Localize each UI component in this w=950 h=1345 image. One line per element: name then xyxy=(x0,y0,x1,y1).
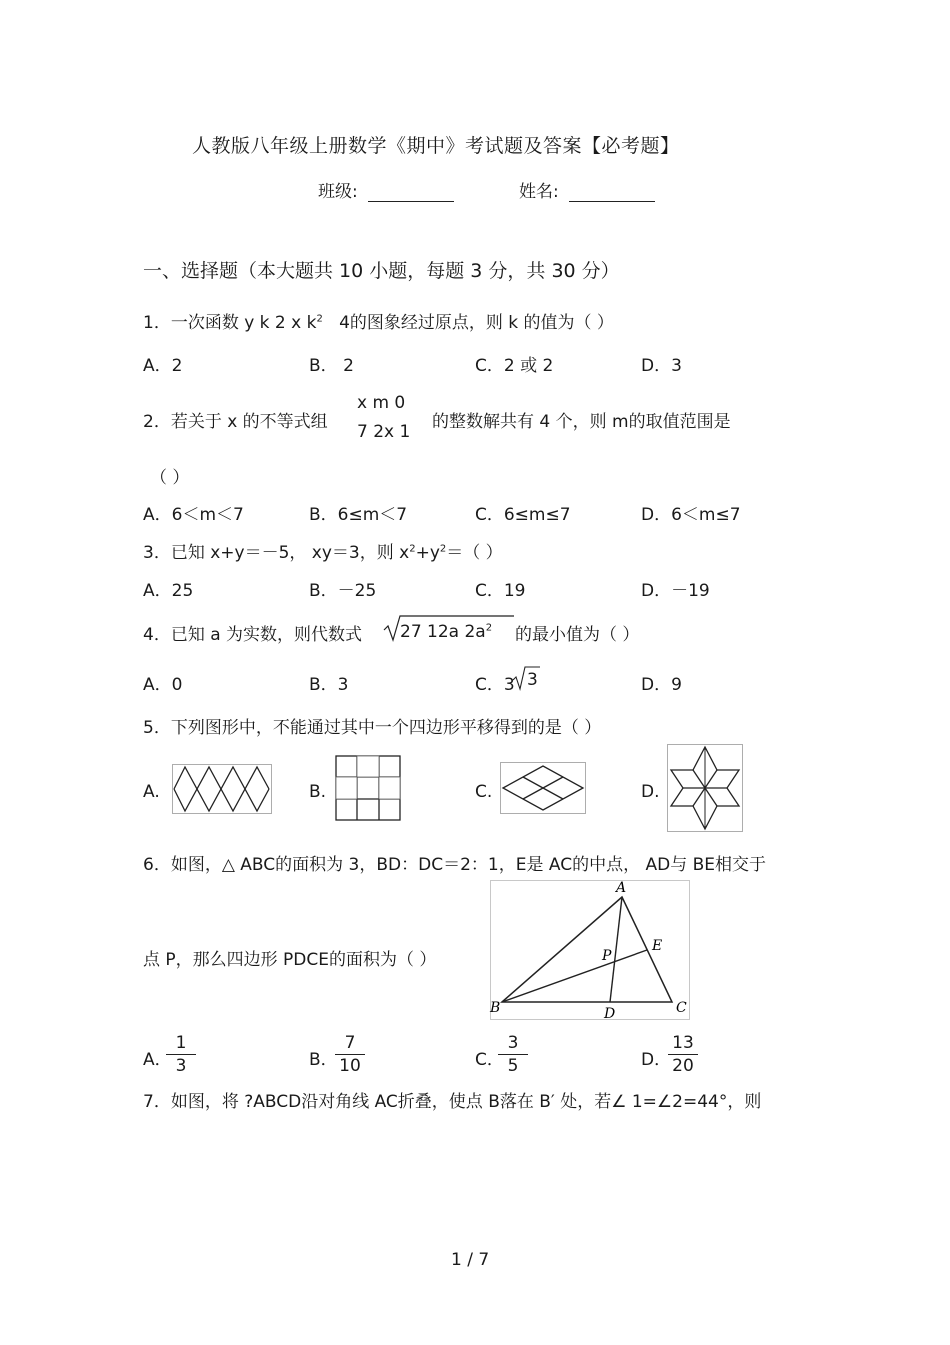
q6-stem-b: 点 P，那么四边形 PDCE的面积为（ ） xyxy=(143,950,437,970)
q6-option-c-label: C． xyxy=(475,1050,504,1070)
q6-label-d: D xyxy=(604,1006,616,1022)
q5-figure-c-rhombi xyxy=(500,762,586,814)
q7-stem: 7．如图，将 ?ABCD沿对角线 AC折叠，使点 B落在 B′ 处，若∠ 1=∠2=44°，则 xyxy=(143,1092,762,1112)
q3-sup2: 2 xyxy=(439,543,447,555)
q3-stem-mid: +y xyxy=(415,543,440,563)
q4-option-b: B．3 xyxy=(309,675,349,695)
q2-option-d: D．6＜m≤7 xyxy=(641,505,741,525)
q6-option-d-fraction xyxy=(668,1033,698,1076)
document-title: 人教版八年级上册数学《期中》考试题及答案【必考题】 xyxy=(192,135,680,157)
q2-stem-a: 2．若关于 x 的不等式组 xyxy=(143,412,328,432)
q2-system-top: x m 0 xyxy=(357,393,406,413)
q6-label-p: P xyxy=(602,948,612,964)
q1-stem-a: 1．一次函数 y k 2 x k xyxy=(143,313,317,333)
q5-figure-b-grid xyxy=(335,755,401,821)
q6-label-a: A xyxy=(616,880,627,896)
question-3 xyxy=(143,538,503,563)
q6-option-a-num: 1 xyxy=(166,1033,196,1055)
q1-option-c: C．2 或 2 xyxy=(475,356,554,376)
q5-figure-a-rhombus-chain xyxy=(172,764,272,814)
q2-system-bottom: 7 2x 1 xyxy=(357,422,411,442)
q6-option-d-den: 20 xyxy=(672,1056,694,1076)
q6-option-c-fraction xyxy=(498,1033,528,1076)
q6-option-c-num: 3 xyxy=(498,1033,528,1055)
q4-option-a: A．0 xyxy=(143,675,183,695)
q4-option-d: D．9 xyxy=(641,675,682,695)
q4-option-c-root: 3 xyxy=(527,670,538,690)
q3-sup1: 2 xyxy=(409,543,416,555)
q6-option-d-num: 13 xyxy=(668,1033,698,1055)
q2-option-a: A．6＜m＜7 xyxy=(143,505,244,525)
q3-option-d: D．－19 xyxy=(641,581,710,601)
q6-option-b-fraction xyxy=(335,1033,365,1076)
q4-sup: 2 xyxy=(485,622,493,634)
name-label: 姓名: xyxy=(519,182,559,202)
q1-option-b: B． 2 xyxy=(309,356,354,376)
q5-figure-d-star xyxy=(667,744,743,832)
question-1 xyxy=(143,308,614,333)
q2-option-c: C．6≤m≤7 xyxy=(475,505,571,525)
q4-radicand-group xyxy=(400,622,492,642)
q6-option-b-den: 10 xyxy=(339,1056,361,1076)
q6-stem-a: 6．如图，△ ABC的面积为 3，BD：DC＝2：1，E是 AC的中点， AD与 BE相交于 xyxy=(143,855,766,875)
q5-option-b-label: B. xyxy=(309,782,327,802)
q6-option-c-den: 5 xyxy=(507,1056,519,1076)
q6-option-a-label: A． xyxy=(143,1050,172,1070)
page-number: 1 / 7 xyxy=(451,1250,490,1270)
class-label: 班级: xyxy=(318,182,358,202)
class-blank xyxy=(368,183,454,202)
q5-option-c-label: C. xyxy=(475,782,493,802)
q6-label-b: B xyxy=(490,1000,501,1016)
q5-option-a-label: A. xyxy=(143,782,160,802)
q4-stem-b: 的最小值为（ ） xyxy=(515,625,640,645)
q6-label-c: C xyxy=(676,1000,687,1016)
q2-option-b: B．6≤m＜7 xyxy=(309,505,408,525)
q6-option-b-label: B． xyxy=(309,1050,338,1070)
q4-stem-a: 4．已知 a 为实数，则代数式 xyxy=(143,625,363,645)
q4-option-c: C．3 xyxy=(475,675,515,695)
name-blank xyxy=(569,183,655,202)
q6-option-a-fraction xyxy=(166,1033,196,1076)
q3-stem-b: ＝（ ） xyxy=(446,543,503,563)
q6-option-d-label: D． xyxy=(641,1050,672,1070)
q2-paren: （ ） xyxy=(150,468,190,488)
q1-sup: 2 xyxy=(316,313,323,325)
q5-stem: 5．下列图形中，不能通过其中一个四边形平移得到的是（ ） xyxy=(143,718,602,738)
q3-option-a: A．25 xyxy=(143,581,194,601)
q3-stem-a: 3．已知 x+y＝－5， xy＝3，则 x xyxy=(143,543,410,563)
q1-option-d: D．3 xyxy=(641,356,682,376)
q6-option-b-num: 7 xyxy=(335,1033,365,1055)
q4-radicand: 27 12a 2a xyxy=(400,622,486,642)
q2-stem-b: 的整数解共有 4 个，则 m的取值范围是 xyxy=(432,412,731,432)
q3-option-b: B．－25 xyxy=(309,581,377,601)
q6-triangle-figure xyxy=(490,880,690,1020)
q6-label-e: E xyxy=(652,938,663,954)
class-field xyxy=(318,177,454,202)
q1-stem-b: 4的图象经过原点，则 k 的值为（ ） xyxy=(339,313,614,333)
section-heading: 一、选择题（本大题共 10 小题，每题 3 分，共 30 分） xyxy=(143,260,620,282)
q3-option-c: C．19 xyxy=(475,581,526,601)
q5-option-d-label: D. xyxy=(641,782,660,802)
q1-option-a: A．2 xyxy=(143,356,183,376)
name-field xyxy=(519,177,655,202)
q6-option-a-den: 3 xyxy=(175,1056,187,1076)
